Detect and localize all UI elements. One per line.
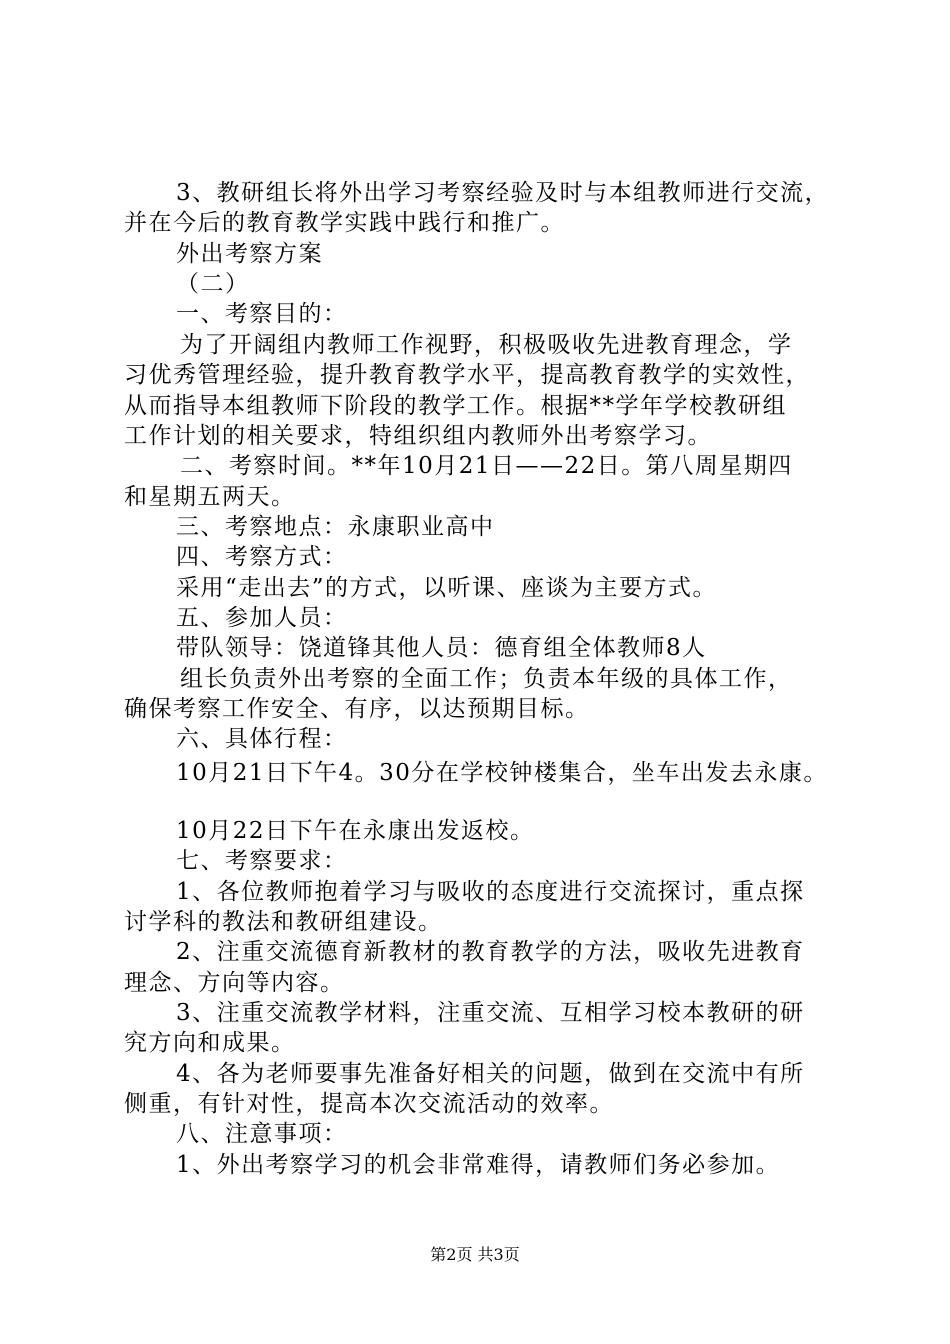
item-heading: 四、考察方式：	[176, 544, 348, 570]
item-heading: 七、考察要求：	[176, 848, 348, 874]
item-heading: 五、参加人员：	[176, 605, 348, 631]
section-heading: 外出考察方案	[176, 241, 323, 267]
section-subheading: （二）	[176, 271, 250, 297]
paragraph-line: 三、考察地点：永康职业高中	[176, 514, 495, 540]
item-heading: 一、考察目的：	[176, 301, 348, 327]
page-number-footer: 第2页 共3页	[430, 1245, 520, 1264]
paragraph-line: 二、考察时间。**年10月21日——22日。第八周星期四	[180, 453, 793, 479]
paragraph-line: 3、注重交流教学材料，注重交流、互相学习校本教研的研	[176, 1000, 805, 1026]
paragraph-line: 侧重，有针对性，提高本次交流活动的效率。	[124, 1091, 614, 1117]
paragraph-line: 10月22日下午在永康出发返校。	[176, 818, 535, 844]
paragraph-line: 讨学科的教法和教研组建设。	[124, 909, 443, 935]
paragraph-line: 习优秀管理经验，提升教育教学水平，提高教育教学的实效性，	[124, 362, 810, 388]
item-heading: 六、具体行程：	[176, 726, 348, 752]
paragraph-line: 从而指导本组教师下阶段的教学工作。根据**学年学校教研组	[124, 393, 787, 419]
paragraph-line: 究方向和成果。	[124, 1030, 296, 1056]
paragraph-line: 确保考察工作安全、有序，以达预期目标。	[124, 696, 590, 722]
paragraph-line: 为了开阔组内教师工作视野，积极吸收先进教育理念，学	[180, 332, 793, 358]
paragraph-line: 工作计划的相关要求，特组织组内教师外出考察学习。	[124, 423, 712, 449]
paragraph-line: 带队领导：饶道锋其他人员：德育组全体教师8人	[176, 635, 707, 661]
item-heading: 八、注意事项：	[176, 1121, 348, 1147]
paragraph-line: 和星期五两天。	[124, 484, 296, 510]
paragraph-line: 2、注重交流德育新教材的教育教学的方法，吸收先进教育	[176, 939, 805, 965]
paragraph-line: 1、各位教师抱着学习与吸收的态度进行交流探讨，重点探	[176, 879, 805, 905]
paragraph-line: 组长负责外出考察的全面工作；负责本年级的具体工作，	[180, 666, 793, 692]
paragraph-line: 3、教研组长将外出学习考察经验及时与本组教师进行交流，	[176, 180, 830, 206]
paragraph-line: 理念、方向等内容。	[124, 970, 345, 996]
paragraph-line: 并在今后的教育教学实践中践行和推广。	[124, 210, 565, 236]
paragraph-line: 采用“走出去”的方式，以听课、座谈为主要方式。	[176, 575, 718, 601]
paragraph-line: 10月21日下午4。30分在学校钟楼集合，坐车出发去永康。	[176, 760, 828, 786]
paragraph-line: 4、各为老师要事先准备好相关的问题，做到在交流中有所	[176, 1061, 805, 1087]
paragraph-line: 1、外出考察学习的机会非常难得，请教师们务必参加。	[176, 1152, 781, 1178]
